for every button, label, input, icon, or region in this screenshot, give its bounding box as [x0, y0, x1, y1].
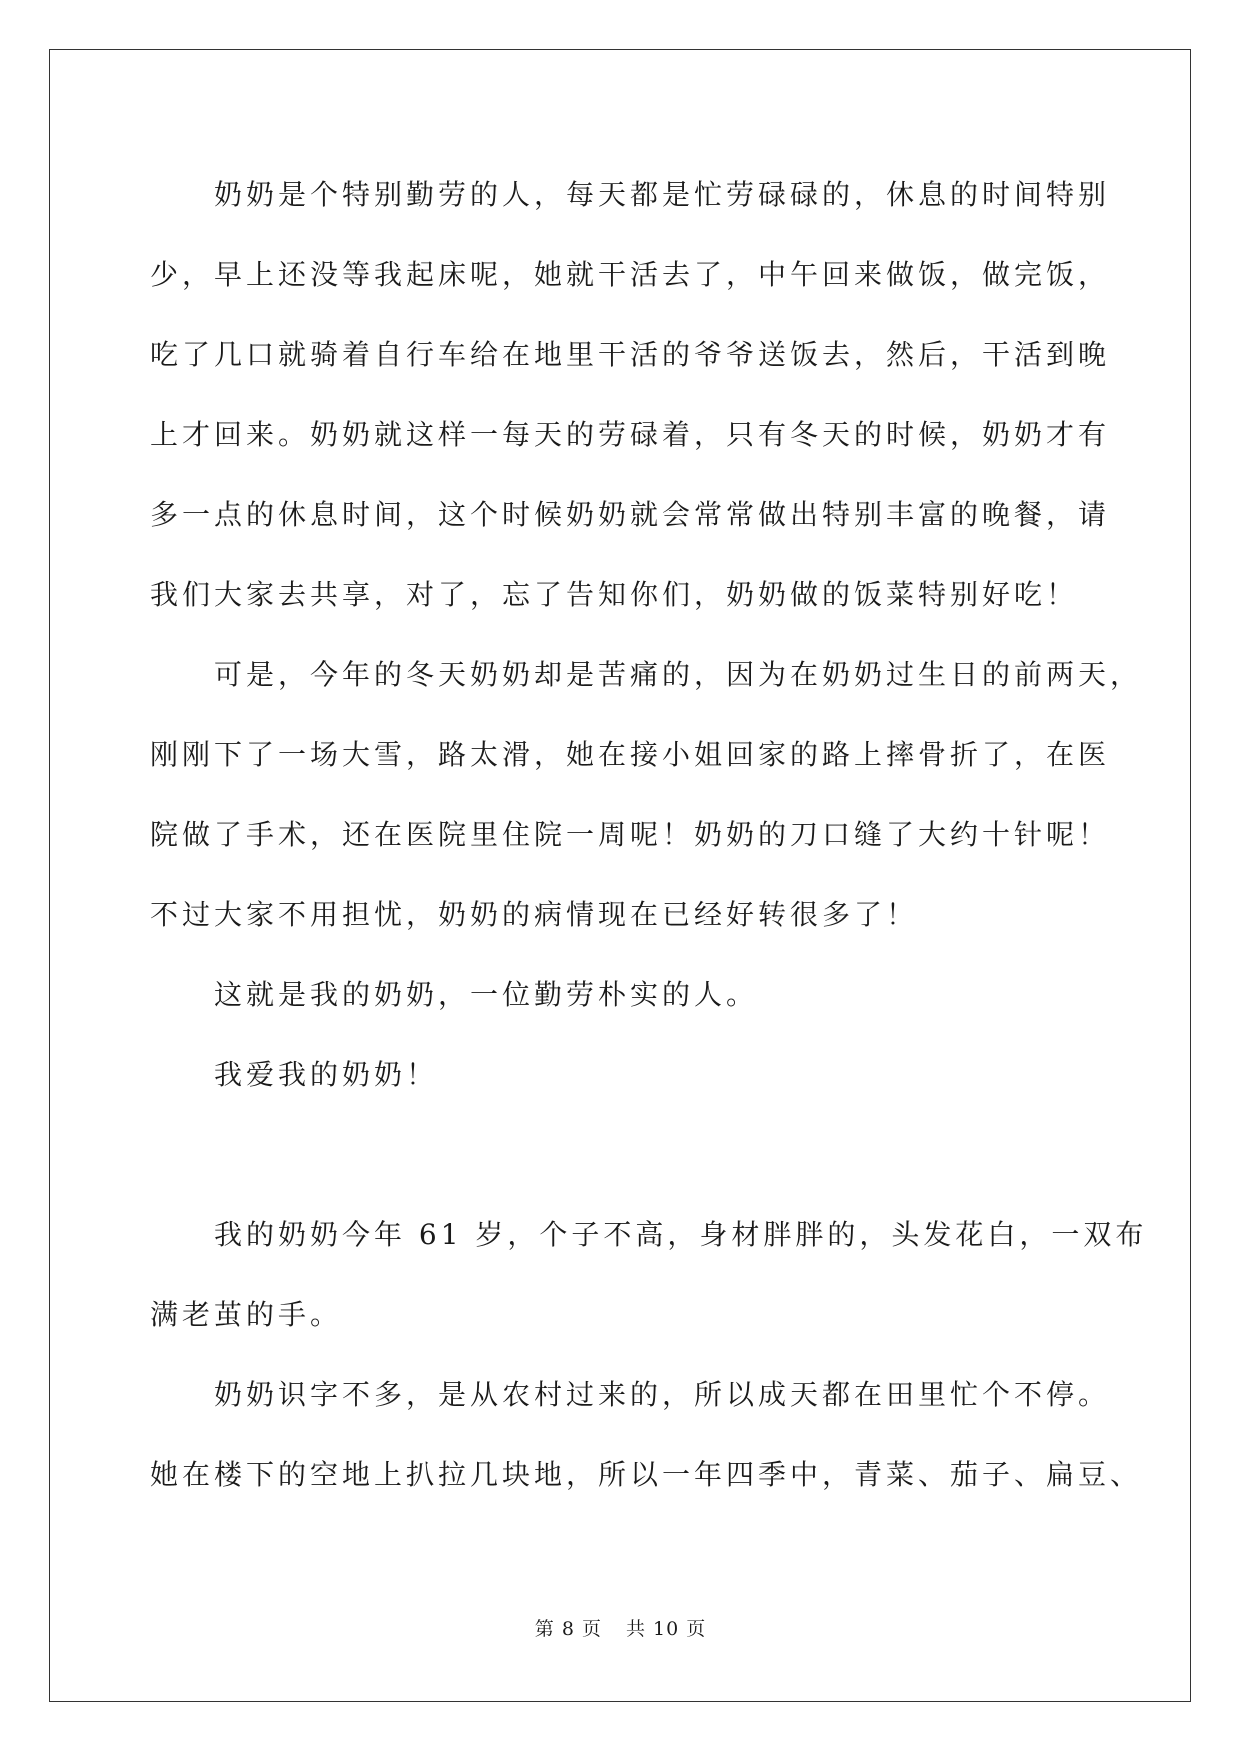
text-line: 不过大家不用担忧，奶奶的病情现在已经好转很多了！	[150, 898, 919, 931]
page-number: 第 8 页	[534, 1618, 602, 1640]
paragraph	[150, 1035, 1100, 1115]
text-line: 奶奶识字不多，是从农村过来的，所以成天都在田里忙个不停。	[214, 1378, 1111, 1411]
text-line: 她在楼下的空地上扒拉几块地，所以一年四季中，青菜、茄子、扁豆、	[150, 1458, 1143, 1491]
section-break	[150, 1115, 1100, 1195]
text-line: 上才回来。奶奶就这样一每天的劳碌着，只有冬天的时候，奶奶才有	[150, 418, 1111, 451]
paragraph	[150, 1355, 1143, 1515]
paragraph	[150, 1195, 1148, 1355]
paragraph	[150, 955, 1100, 1035]
paragraph	[150, 155, 1111, 635]
text-line: 满老茧的手。	[150, 1298, 343, 1331]
text-line: 吃了几口就骑着自行车给在地里干活的爷爷送饭去，然后，干活到晚	[150, 338, 1111, 371]
text-line: 这就是我的奶奶，一位勤劳朴实的人。	[214, 978, 759, 1011]
text-line: 刚刚下了一场大雪，路太滑，她在接小姐回家的路上摔骨折了，在医	[150, 738, 1111, 771]
document-body	[150, 155, 1148, 1515]
text-line: 我们大家去共享，对了，忘了告知你们，奶奶做的饭菜特别好吃！	[150, 578, 1079, 611]
text-line: 我的奶奶今年 61 岁，个子不高，身材胖胖的，头发花白，一双布	[214, 1218, 1148, 1251]
paragraph	[150, 635, 1143, 955]
page-total: 共 10 页	[625, 1618, 707, 1640]
text-line: 我爱我的奶奶！	[214, 1058, 439, 1091]
text-line: 少，早上还没等我起床呢，她就干活去了，中午回来做饭，做完饭，	[150, 258, 1111, 291]
text-line: 院做了手术，还在医院里住院一周呢！奶奶的刀口缝了大约十针呢！	[150, 818, 1111, 851]
text-line: 多一点的休息时间，这个时候奶奶就会常常做出特别丰富的晚餐，请	[150, 498, 1111, 531]
text-line: 可是，今年的冬天奶奶却是苦痛的，因为在奶奶过生日的前两天，	[214, 658, 1143, 691]
text-line: 奶奶是个特别勤劳的人，每天都是忙劳碌碌的，休息的时间特别	[214, 178, 1111, 211]
page-footer	[0, 1614, 1241, 1641]
